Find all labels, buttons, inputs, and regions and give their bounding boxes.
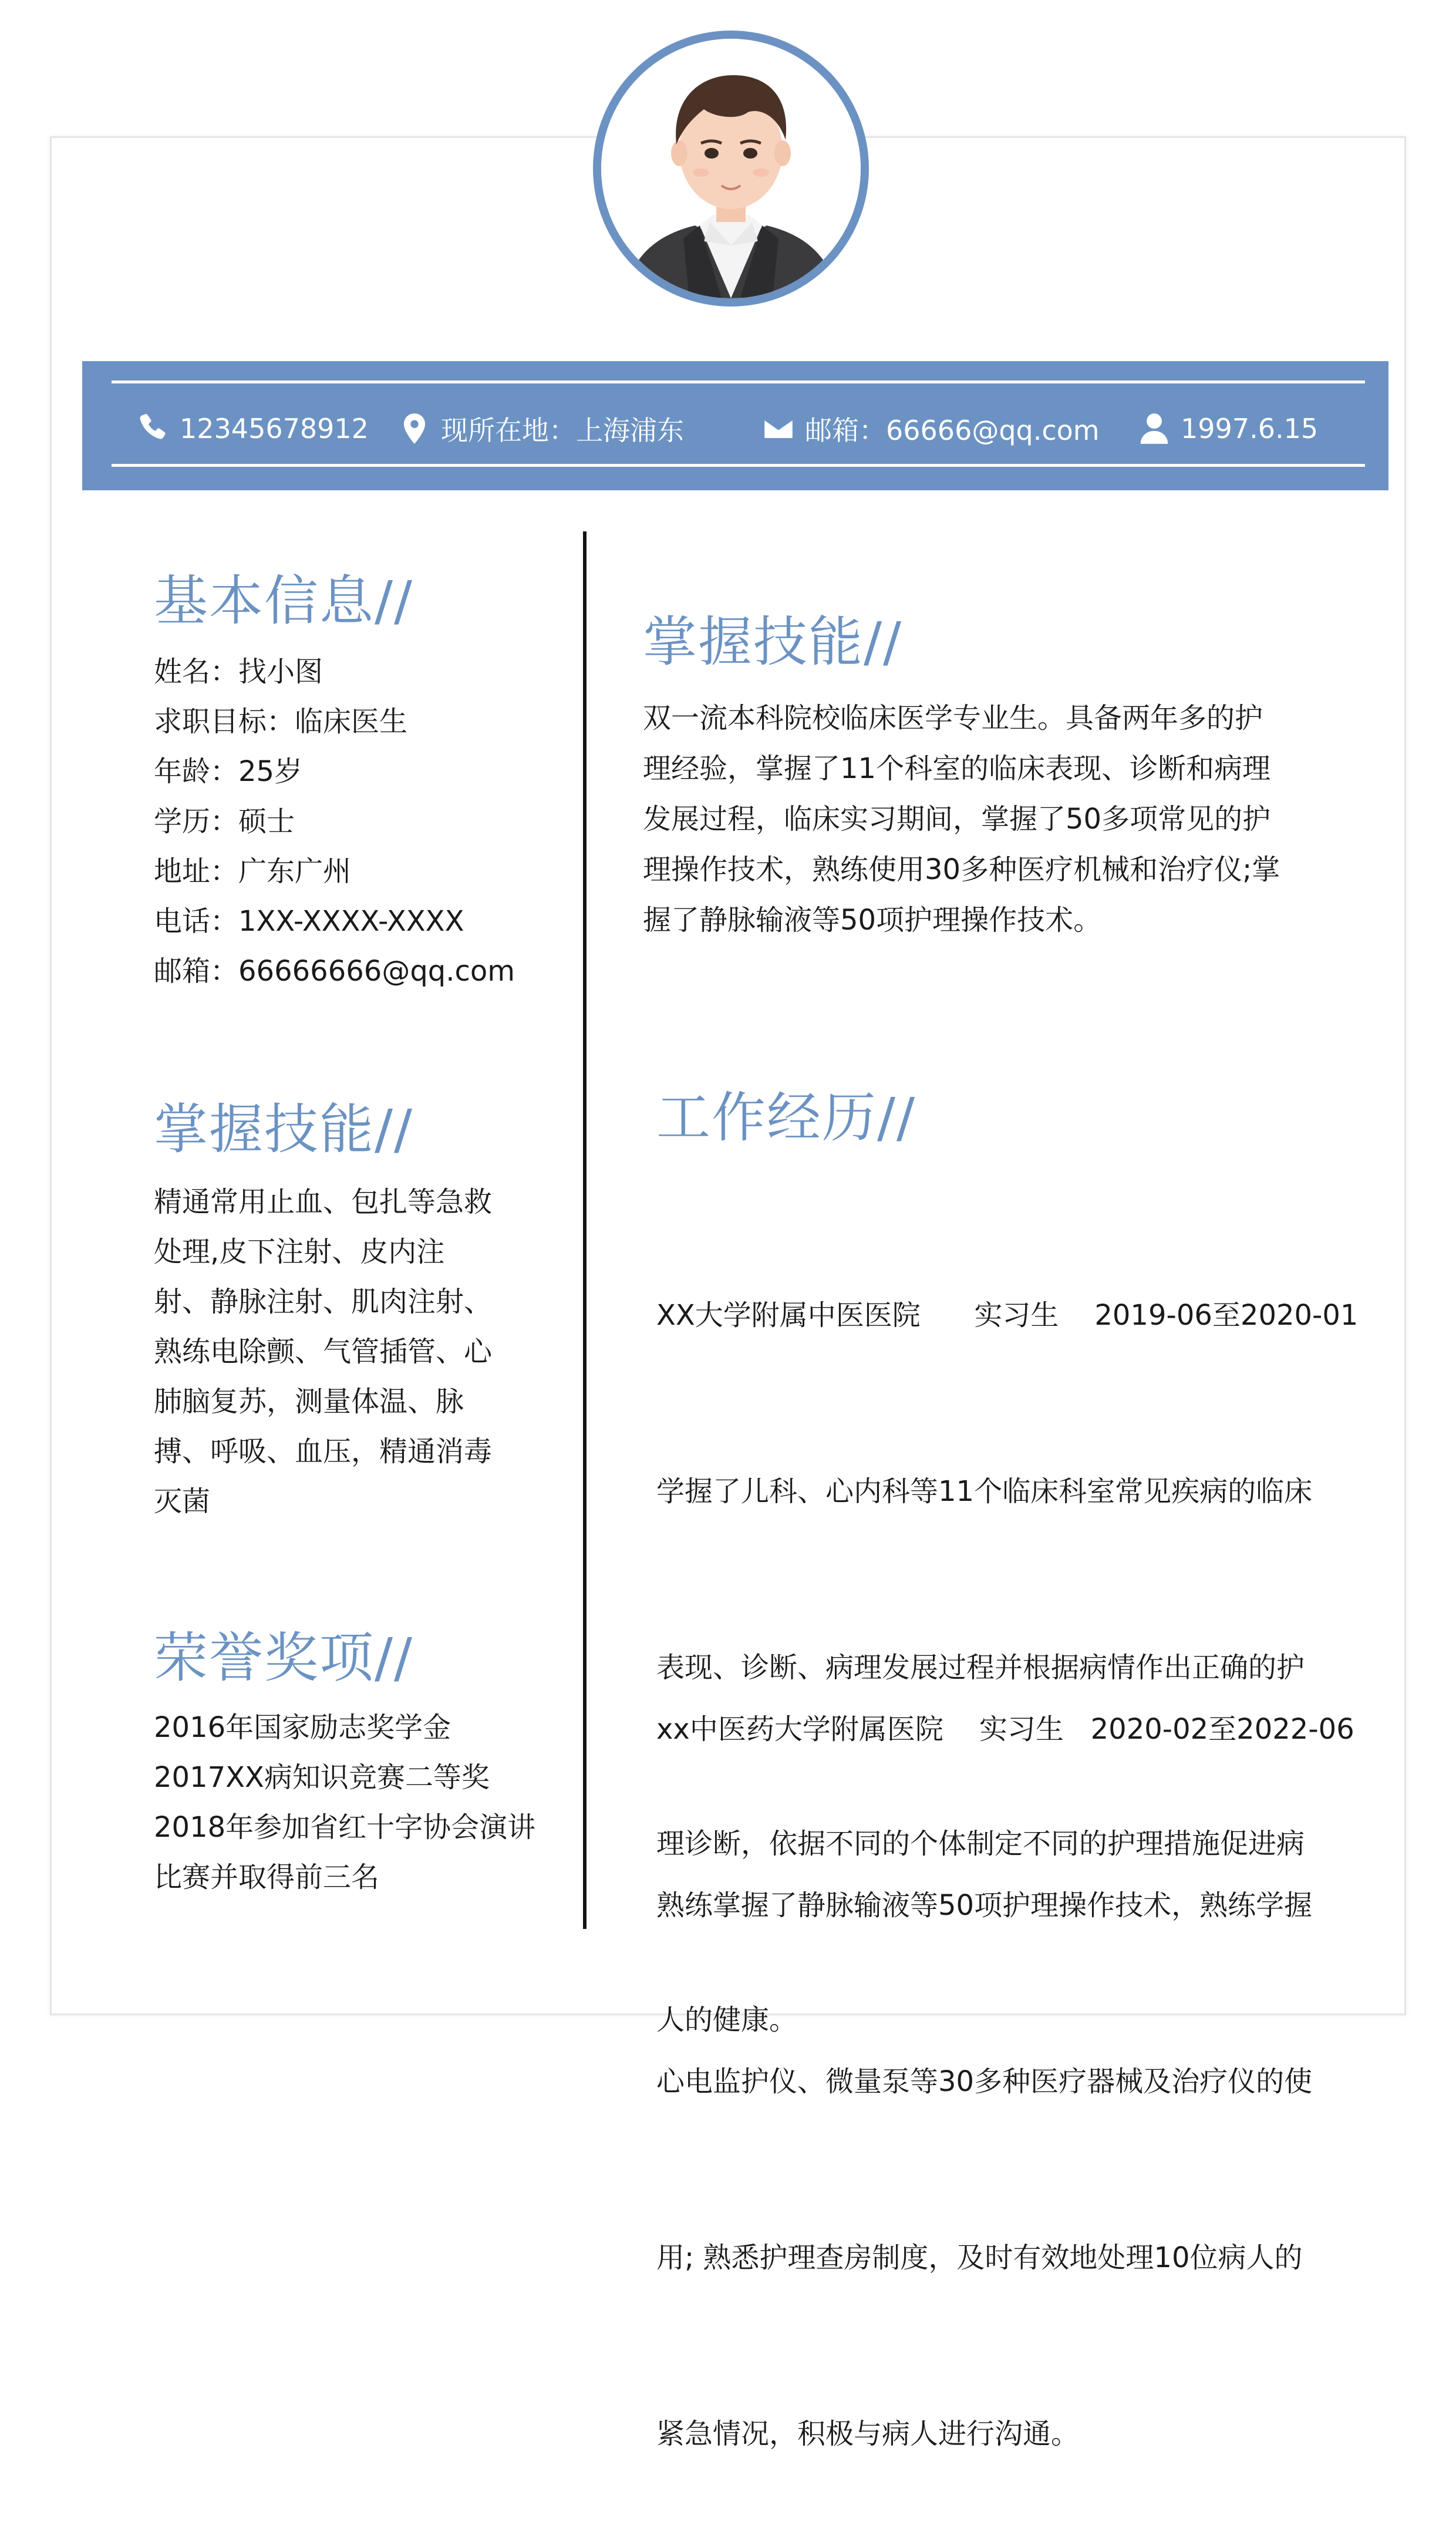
honors-heading: 荣誉奖项// [154,1627,413,1689]
contact-location [396,405,684,452]
job-description-line: 熟练掌握了静脉输液等50项护理操作技术，熟练学握 [656,1889,1313,1922]
skills-left-line: 射、静脉注射、肌肉注射、 [154,1285,493,1318]
contact-phone-text: 12345678912 [180,413,369,445]
skills-right-heading: 掌握技能// [643,611,902,674]
info-objective: 求职目标：临床医生 [154,705,408,738]
location-pin-icon [396,410,433,447]
basic-info-heading: 基本信息// [154,570,413,632]
skills-right-line: 理操作技术，熟练使用30多种医疗机械和治疗仪;掌 [643,853,1280,886]
info-education: 学历：硕士 [154,805,295,838]
user-icon [1136,410,1172,447]
skills-left-line: 灭菌 [154,1485,211,1518]
job-description-line: 用; 熟悉护理查房制度，及时有效地处理10位病人的 [656,2241,1303,2274]
info-email: 邮箱：66666666@qq.com [154,955,515,988]
job-description-line: 人的健康。 [656,2004,798,2036]
skills-left-heading: 掌握技能// [154,1098,413,1161]
job-description-line: 心电监护仪、微量泵等30多种医疗器械及治疗仪的使 [656,2065,1313,2098]
skills-left-line: 搏、呼吸、血压，精通消毒 [154,1435,493,1468]
avatar [593,31,869,307]
job-header: xx中医药大学附属医院 实习生 2020-02至2022-06 [656,1713,1354,1746]
envelope-icon [760,410,797,447]
skills-right-line: 理经验，掌握了11个科室的临床表现、诊断和病理 [643,752,1271,785]
skills-left-line: 肺脑复苏，测量体温、脉 [154,1385,464,1418]
info-name: 姓名：找小图 [154,655,323,688]
job-description-line: 表现、诊断、病理发展过程并根据病情作出正确的护 [656,1651,1305,1684]
skills-left-line: 熟练电除颤、气管插管、心 [154,1335,493,1368]
work-heading: 工作经历// [656,1086,916,1149]
skills-right-line: 握了静脉输液等50项护理操作技术。 [643,904,1102,937]
skills-left-line: 精通常用止血、包扎等急救 [154,1186,493,1218]
contact-email [760,405,1100,452]
skills-right-line: 双一流本科院校临床医学专业生。具备两年多的护 [643,702,1263,735]
contact-birthday-text: 1997.6.15 [1181,413,1319,445]
info-address: 地址：广东广州 [154,855,352,888]
honor-item: 2018年参加省红十字协会演讲 [154,1811,536,1844]
band-divider-bottom [112,464,1365,467]
skills-left-line: 处理,皮下注射、皮内注 [154,1235,445,1268]
avatar-portrait [601,39,861,298]
phone-icon [135,410,171,447]
contact-band [82,361,1388,490]
honor-item: 比赛并取得前三名 [154,1861,380,1894]
skills-left-text [154,1177,492,1527]
contact-birthday [1136,405,1318,452]
honor-item: 2016年国家励志奖学金 [154,1711,451,1744]
band-divider-top [112,381,1365,383]
avatar-illustration [601,39,861,298]
job-description-line: 理诊断，依据不同的个体制定不同的护理措施促进病 [656,1827,1305,1860]
job-header: XX大学附属中医医院 实习生 2019-06至2020-01 [656,1299,1359,1332]
info-phone: 电话：1XX-XXXX-XXXX [154,905,464,938]
job-description-line: 学握了儿科、心内科等11个临床科室常见疾病的临床 [656,1475,1313,1508]
skills-right-text [643,693,1280,945]
contact-email-text: 邮箱：66666@qq.com [805,415,1100,446]
honors-text [154,1703,535,1903]
job-description-line: 紧急情况，积极与病人进行沟通。 [656,2417,1080,2450]
honor-item: 2017XX病知识竞赛二等奖 [154,1761,490,1794]
contact-location-text: 现所在地：上海浦东 [441,415,684,446]
info-age: 年龄：25岁 [154,755,303,788]
skills-right-line: 发展过程，临床实习期间，掌握了50多项常见的护 [643,803,1271,836]
column-divider [583,531,587,1929]
job-entry-2 [656,1582,1354,2522]
contact-phone [135,405,369,452]
